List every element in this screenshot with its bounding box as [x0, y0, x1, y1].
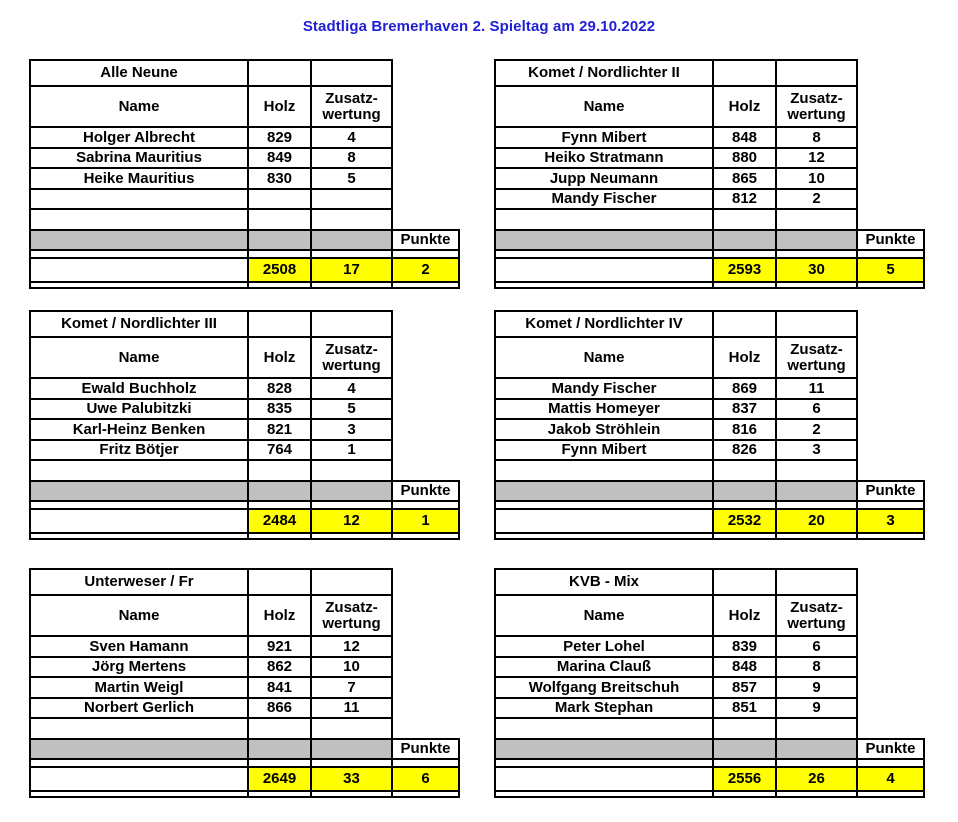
player-holz: 812: [712, 188, 777, 210]
bottom-strip: [494, 790, 714, 798]
header-punkte: Punkte: [856, 480, 925, 502]
player-zusatzwertung: 8: [775, 656, 858, 678]
player-name: Peter Lohel: [494, 635, 714, 658]
bottom-strip: [856, 790, 925, 798]
total-punkte: 3: [856, 508, 925, 534]
total-zusatzwertung: 33: [310, 766, 393, 792]
total-label-empty: [494, 766, 714, 792]
gray-separator: [247, 480, 312, 502]
bottom-strip: [247, 532, 312, 540]
player-holz: 849: [247, 147, 312, 169]
player-holz: 848: [712, 126, 777, 149]
player-zusatzwertung: 8: [775, 126, 858, 149]
player-zusatzwertung: 3: [310, 418, 393, 441]
player-holz: 828: [247, 377, 312, 400]
total-label-empty: [29, 766, 249, 792]
player-name: Holger Albrecht: [29, 126, 249, 149]
empty-cell: [712, 59, 777, 87]
player-zusatzwertung: 7: [310, 676, 393, 699]
player-zusatzwertung: [310, 188, 393, 210]
gray-separator: [712, 229, 777, 251]
team-name: Unterweser / Fr: [29, 568, 249, 596]
total-zusatzwertung: 30: [775, 257, 858, 283]
team-name: Komet / Nordlichter IV: [494, 310, 714, 338]
player-zusatzwertung: 8: [310, 147, 393, 169]
player-name: Mattis Homeyer: [494, 398, 714, 420]
player-name: Marina Clauß: [494, 656, 714, 678]
total-label-empty: [29, 508, 249, 534]
player-holz: 866: [247, 697, 312, 719]
team-table: [494, 310, 924, 542]
player-holz: [247, 188, 312, 210]
team-name: Komet / Nordlichter II: [494, 59, 714, 87]
empty-cell: [29, 208, 249, 231]
empty-cell: [712, 310, 777, 338]
empty-cell: [29, 459, 249, 482]
player-zusatzwertung: 6: [775, 635, 858, 658]
player-name: Sabrina Mauritius: [29, 147, 249, 169]
bottom-strip: [775, 532, 858, 540]
empty-cell: [310, 310, 393, 338]
bottom-strip: [391, 281, 460, 289]
empty-cell: [775, 568, 858, 596]
empty-cell: [775, 208, 858, 231]
header-holz: Holz: [247, 336, 312, 379]
gray-separator: [247, 229, 312, 251]
total-punkte: 5: [856, 257, 925, 283]
player-zusatzwertung: 12: [310, 635, 393, 658]
header-holz: Holz: [712, 594, 777, 637]
player-name: Mark Stephan: [494, 697, 714, 719]
header-zusatz-line1: Zusatz-: [790, 89, 843, 107]
bottom-strip: [391, 790, 460, 798]
player-name: Ewald Buchholz: [29, 377, 249, 400]
player-holz: 865: [712, 167, 777, 190]
empty-cell: [310, 59, 393, 87]
team-table: [29, 310, 459, 542]
total-punkte: 2: [391, 257, 460, 283]
empty-cell: [712, 459, 777, 482]
bottom-strip: [856, 532, 925, 540]
bottom-strip: [712, 532, 777, 540]
player-name: Karl-Heinz Benken: [29, 418, 249, 441]
gray-separator: [775, 229, 858, 251]
empty-cell: [712, 568, 777, 596]
team-name: Komet / Nordlichter III: [29, 310, 249, 338]
player-name: Jörg Mertens: [29, 656, 249, 678]
bottom-strip: [391, 532, 460, 540]
header-zusatzwertung: [310, 336, 393, 379]
empty-cell: [29, 717, 249, 740]
header-zusatz-line1: Zusatz-: [790, 340, 843, 358]
gray-separator: [494, 480, 714, 502]
gray-separator: [712, 738, 777, 760]
bottom-strip: [775, 281, 858, 289]
header-name: Name: [29, 594, 249, 637]
header-zusatzwertung: [775, 85, 858, 128]
header-punkte: Punkte: [856, 738, 925, 760]
player-name: Mandy Fischer: [494, 188, 714, 210]
empty-cell: [712, 717, 777, 740]
total-label-empty: [29, 257, 249, 283]
header-holz: Holz: [247, 85, 312, 128]
empty-cell: [247, 208, 312, 231]
gray-separator: [775, 738, 858, 760]
player-name: Heiko Stratmann: [494, 147, 714, 169]
header-zusatzwertung: [775, 594, 858, 637]
player-zusatzwertung: 10: [775, 167, 858, 190]
header-zusatz-line2: wertung: [787, 105, 846, 123]
empty-cell: [247, 59, 312, 87]
empty-cell: [310, 208, 393, 231]
total-holz: 2484: [247, 508, 312, 534]
player-zusatzwertung: 4: [310, 126, 393, 149]
header-name: Name: [494, 594, 714, 637]
team-table: [29, 568, 459, 800]
header-zusatz-line1: Zusatz-: [790, 598, 843, 616]
player-holz: 829: [247, 126, 312, 149]
header-zusatz-line2: wertung: [322, 356, 381, 374]
header-holz: Holz: [712, 336, 777, 379]
total-holz: 2508: [247, 257, 312, 283]
header-name: Name: [29, 85, 249, 128]
bottom-strip: [310, 790, 393, 798]
gray-separator: [29, 229, 249, 251]
header-punkte: Punkte: [391, 480, 460, 502]
player-name: Mandy Fischer: [494, 377, 714, 400]
bottom-strip: [310, 281, 393, 289]
player-holz: 848: [712, 656, 777, 678]
total-holz: 2532: [712, 508, 777, 534]
bottom-strip: [712, 281, 777, 289]
total-punkte: 6: [391, 766, 460, 792]
total-label-empty: [494, 508, 714, 534]
empty-cell: [310, 459, 393, 482]
header-zusatz-line2: wertung: [787, 614, 846, 632]
empty-cell: [775, 310, 858, 338]
player-holz: 851: [712, 697, 777, 719]
header-zusatzwertung: [310, 594, 393, 637]
empty-cell: [494, 717, 714, 740]
bottom-strip: [310, 532, 393, 540]
header-zusatzwertung: [310, 85, 393, 128]
player-zusatzwertung: 11: [775, 377, 858, 400]
header-zusatz-line2: wertung: [322, 105, 381, 123]
total-label-empty: [494, 257, 714, 283]
header-zusatz-line1: Zusatz-: [325, 598, 378, 616]
player-holz: 880: [712, 147, 777, 169]
player-name: Fritz Bötjer: [29, 439, 249, 461]
gray-separator: [247, 738, 312, 760]
total-zusatzwertung: 17: [310, 257, 393, 283]
player-name: Fynn Mibert: [494, 439, 714, 461]
header-zusatz-line2: wertung: [322, 614, 381, 632]
header-zusatz-line1: Zusatz-: [325, 340, 378, 358]
empty-cell: [775, 459, 858, 482]
player-name: Norbert Gerlich: [29, 697, 249, 719]
empty-cell: [247, 310, 312, 338]
player-holz: 764: [247, 439, 312, 461]
total-punkte: 1: [391, 508, 460, 534]
player-zusatzwertung: 2: [775, 418, 858, 441]
player-holz: 921: [247, 635, 312, 658]
bottom-strip: [247, 281, 312, 289]
player-zusatzwertung: 10: [310, 656, 393, 678]
empty-cell: [712, 208, 777, 231]
player-holz: 835: [247, 398, 312, 420]
header-name: Name: [29, 336, 249, 379]
empty-cell: [310, 717, 393, 740]
header-punkte: Punkte: [856, 229, 925, 251]
player-zusatzwertung: 6: [775, 398, 858, 420]
gray-separator: [494, 229, 714, 251]
player-name: Wolfgang Breitschuh: [494, 676, 714, 699]
empty-cell: [247, 717, 312, 740]
total-holz: 2556: [712, 766, 777, 792]
team-name: Alle Neune: [29, 59, 249, 87]
player-name: Fynn Mibert: [494, 126, 714, 149]
empty-cell: [775, 717, 858, 740]
bottom-strip: [29, 790, 249, 798]
empty-cell: [775, 59, 858, 87]
header-zusatz-line1: Zusatz-: [325, 89, 378, 107]
player-zusatzwertung: 3: [775, 439, 858, 461]
team-table: [29, 59, 459, 291]
bottom-strip: [494, 532, 714, 540]
player-zusatzwertung: 9: [775, 697, 858, 719]
player-name: Jakob Ströhlein: [494, 418, 714, 441]
player-zusatzwertung: 5: [310, 398, 393, 420]
player-holz: 869: [712, 377, 777, 400]
player-zusatzwertung: 5: [310, 167, 393, 190]
gray-separator: [775, 480, 858, 502]
player-holz: 857: [712, 676, 777, 699]
bottom-strip: [247, 790, 312, 798]
bottom-strip: [29, 281, 249, 289]
player-holz: 839: [712, 635, 777, 658]
player-holz: 862: [247, 656, 312, 678]
player-zusatzwertung: 11: [310, 697, 393, 719]
header-punkte: Punkte: [391, 229, 460, 251]
header-name: Name: [494, 85, 714, 128]
player-holz: 821: [247, 418, 312, 441]
player-name: Jupp Neumann: [494, 167, 714, 190]
empty-cell: [247, 459, 312, 482]
player-zusatzwertung: 4: [310, 377, 393, 400]
player-zusatzwertung: 9: [775, 676, 858, 699]
empty-cell: [494, 208, 714, 231]
player-holz: 830: [247, 167, 312, 190]
header-holz: Holz: [712, 85, 777, 128]
gray-separator: [712, 480, 777, 502]
player-name: [29, 188, 249, 210]
player-holz: 841: [247, 676, 312, 699]
player-holz: 837: [712, 398, 777, 420]
header-zusatz-line2: wertung: [787, 356, 846, 374]
total-zusatzwertung: 12: [310, 508, 393, 534]
header-holz: Holz: [247, 594, 312, 637]
bottom-strip: [29, 532, 249, 540]
total-holz: 2649: [247, 766, 312, 792]
total-punkte: 4: [856, 766, 925, 792]
header-name: Name: [494, 336, 714, 379]
gray-separator: [310, 480, 393, 502]
player-name: Martin Weigl: [29, 676, 249, 699]
gray-separator: [29, 480, 249, 502]
empty-cell: [310, 568, 393, 596]
bottom-strip: [775, 790, 858, 798]
team-table: [494, 59, 924, 291]
team-name: KVB - Mix: [494, 568, 714, 596]
player-name: Heike Mauritius: [29, 167, 249, 190]
empty-cell: [247, 568, 312, 596]
gray-separator: [310, 738, 393, 760]
bottom-strip: [494, 281, 714, 289]
gray-separator: [310, 229, 393, 251]
player-name: Sven Hamann: [29, 635, 249, 658]
total-zusatzwertung: 20: [775, 508, 858, 534]
player-holz: 816: [712, 418, 777, 441]
player-name: Uwe Palubitzki: [29, 398, 249, 420]
total-holz: 2593: [712, 257, 777, 283]
header-punkte: Punkte: [391, 738, 460, 760]
page-title: Stadtliga Bremerhaven 2. Spieltag am 29.10.2022: [302, 18, 656, 35]
player-holz: 826: [712, 439, 777, 461]
gray-separator: [494, 738, 714, 760]
total-zusatzwertung: 26: [775, 766, 858, 792]
player-zusatzwertung: 2: [775, 188, 858, 210]
team-table: [494, 568, 924, 800]
empty-cell: [494, 459, 714, 482]
gray-separator: [29, 738, 249, 760]
player-zusatzwertung: 1: [310, 439, 393, 461]
player-zusatzwertung: 12: [775, 147, 858, 169]
header-zusatzwertung: [775, 336, 858, 379]
bottom-strip: [712, 790, 777, 798]
bottom-strip: [856, 281, 925, 289]
